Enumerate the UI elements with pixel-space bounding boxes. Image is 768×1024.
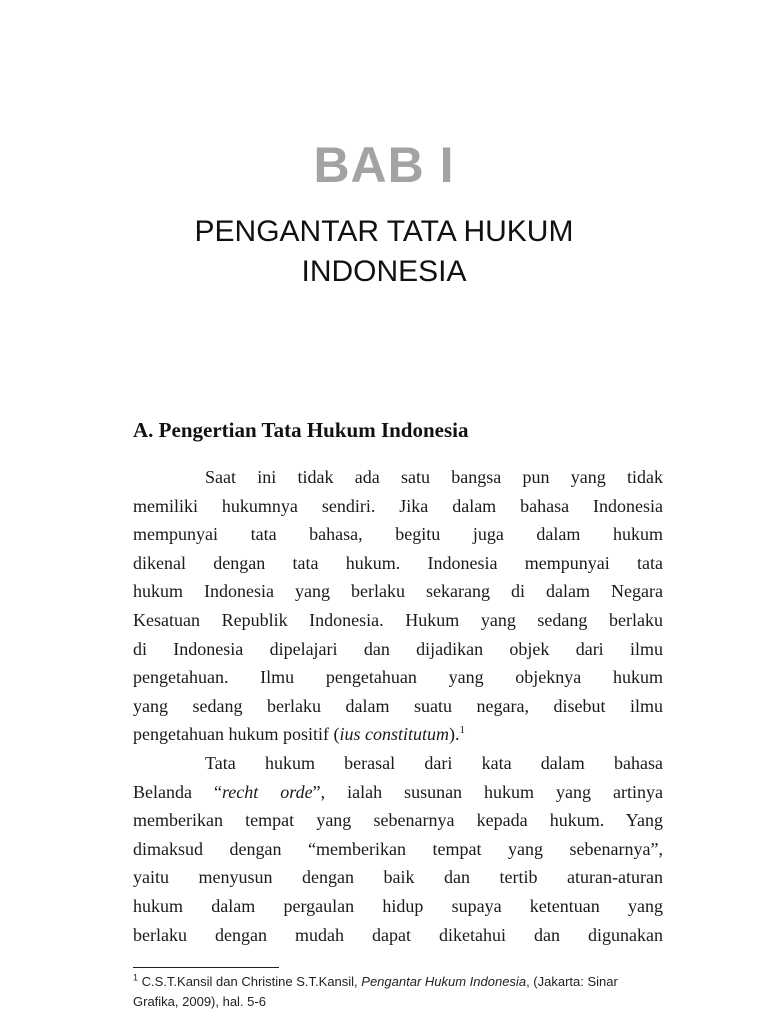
footnote-divider (133, 967, 279, 968)
paragraph-line: berlaku dengan mudah dapat diketahui dan digunakan (133, 924, 663, 945)
chapter-title-line: INDONESIA (301, 255, 467, 288)
paragraph-line: yang sedang berlaku dalam suatu negara, disebut ilmu (133, 695, 663, 716)
chapter-label: BAB I (313, 137, 455, 193)
paragraph-line: mempunyai tata bahasa, begitu juga dalam hukum (133, 524, 663, 545)
paragraph-line: Kesatuan Republik Indonesia. Hukum yang sedang berlaku (133, 609, 663, 630)
paragraph-line: memberikan tempat yang sebenarnya kepada hukum. Yang (133, 810, 663, 831)
footnote-line: Grafika, 2009), hal. 5-6 (133, 994, 266, 1009)
footnote-reference[interactable]: 1 (459, 724, 465, 737)
paragraph-line: hukum dalam pergaulan hidup supaya ketentuan yang (133, 895, 663, 916)
body-text (133, 463, 663, 949)
footnote (133, 972, 668, 1012)
paragraph-line: pengetahuan. Ilmu pengetahuan yang objeknya hukum (133, 667, 663, 688)
footnote-book-title: Pengantar Hukum Indonesia (361, 974, 527, 989)
paragraph-line: Saat ini tidak ada satu bangsa pun yang tidak (205, 467, 663, 487)
footnote-mark: 1 (133, 972, 139, 983)
text-run: ). (448, 724, 460, 745)
footnote-authors: C.S.T.Kansil dan Christine S.T.Kansil, (138, 974, 362, 989)
paragraph-line: memiliki hukumnya sendiri. Jika dalam bahasa Indonesia (133, 495, 663, 516)
text-run: Belanda “ (133, 781, 222, 802)
italic-term: recht orde (221, 781, 313, 802)
section-heading: A. Pengertian Tata Hukum Indonesia (133, 418, 469, 442)
text-run: ”, ialah susunan hukum yang artinya (312, 781, 663, 802)
paragraph-line: hukum Indonesia yang berlaku sekarang di dalam Negara (133, 581, 663, 602)
italic-term: ius constitutum (339, 724, 449, 745)
paragraph-line: di Indonesia dipelajari dan dijadikan objek dari ilmu (133, 638, 663, 659)
paragraph-line: dikenal dengan tata hukum. Indonesia mempunyai tata (133, 552, 663, 573)
text-run: pengetahuan hukum positif ( (133, 724, 340, 745)
footnote-publisher: , (Jakarta: Sinar (526, 974, 618, 989)
footnote-line (133, 972, 668, 992)
paragraph-line: yaitu menyusun dengan baik dan tertib aturan-aturan (133, 867, 663, 888)
paragraph-line: dimaksud dengan “memberikan tempat yang sebenarnya”, (133, 838, 663, 859)
paragraph-line (133, 720, 663, 749)
paragraph-line (133, 778, 663, 807)
paragraph-line: Tata hukum berasal dari kata dalam bahasa (205, 752, 663, 773)
chapter-title-line: PENGANTAR TATA HUKUM (194, 215, 574, 248)
chapter-title (160, 212, 608, 292)
